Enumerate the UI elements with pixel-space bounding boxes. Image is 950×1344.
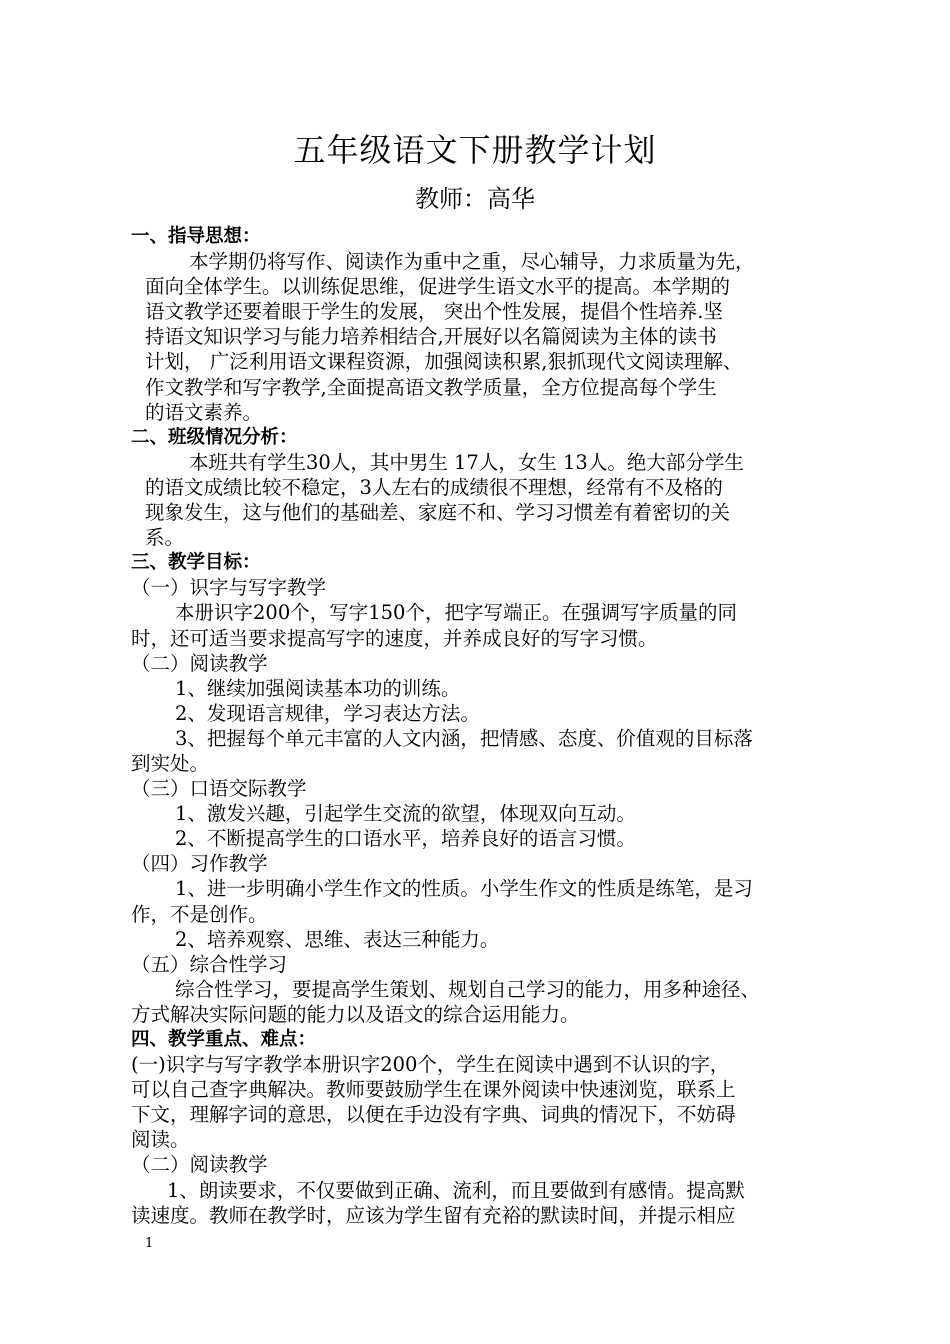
paragraph-line: 综合性学习，要提高学生策划、规划自己学习的能力，用多种途径、 <box>175 977 761 1001</box>
list-item: 1、继续加强阅读基本功的训练。 <box>175 676 461 700</box>
paragraph-line: (一)识字与写字教学本册识字200个，学生在阅读中遇到不认识的字， <box>131 1053 730 1077</box>
page-number: 1 <box>145 1236 154 1251</box>
paragraph-line: 现象发生，这与他们的基础差、家庭不和、学习习惯差有着密切的关 <box>145 501 731 525</box>
subsection-heading: （四）习作教学 <box>131 852 268 876</box>
paragraph-line: 本学期仍将写作、阅读作为重中之重，尽心辅导，力求质量为先， <box>189 250 755 274</box>
list-item: 1、激发兴趣，引起学生交流的欲望，体现双向互动。 <box>175 802 636 826</box>
section-heading: 四、教学重点、难点： <box>131 1029 317 1050</box>
teacher-name: 教师：高华 <box>415 185 535 213</box>
section-heading: 一、指导思想： <box>131 226 261 247</box>
paragraph-line: 作文教学和写字教学,全面提高语文教学质量，全方位提高每个学生 <box>145 375 717 399</box>
paragraph-line: 本班共有学生30人，其中男生 17人，女生 13人。绝大部分学生 <box>189 450 744 474</box>
subsection-heading: （二）阅读教学 <box>131 651 268 675</box>
paragraph-line: 的语文素养。 <box>145 400 263 424</box>
subsection-heading: （五）综合性学习 <box>131 952 288 976</box>
paragraph-line: 系。 <box>145 526 185 550</box>
subsection-heading: （三）口语交际教学 <box>131 777 307 801</box>
list-item: 2、培养观察、思维、表达三种能力。 <box>175 927 500 951</box>
paragraph-line: 持语文知识学习与能力培养相结合,开展好以名篇阅读为主体的读书 <box>145 325 717 349</box>
list-item: 2、发现语言规律，学习表达方法。 <box>175 701 480 725</box>
list-item: 1、进一步明确小学生作文的性质。小学生作文的性质是练笔，是习 <box>175 877 753 901</box>
paragraph-line: 本册识字200个，写字150个，把字写端正。在强调写字质量的同 <box>175 601 737 625</box>
document-title: 五年级语文下册教学计划 <box>293 131 657 169</box>
paragraph-line: 的语文成绩比较不稳定，3人左右的成绩很不理想，经常有不及格的 <box>145 475 723 499</box>
subsection-heading: （二）阅读教学 <box>131 1153 268 1177</box>
paragraph-line: 语文教学还要着眼于学生的发展， 突出个性发展，提倡个性培养.坚 <box>145 300 723 324</box>
paragraph-line: 阅读。 <box>131 1128 190 1152</box>
section-heading: 二、班级情况分析： <box>131 426 298 448</box>
list-item: 到实处。 <box>131 751 210 775</box>
paragraph-line: 方式解决实际问题的能力以及语文的综合运用能力。 <box>131 1002 580 1026</box>
paragraph-line: 读速度。教师在教学时，应该为学生留有充裕的默读时间，并提示相应 <box>131 1203 736 1227</box>
paragraph-line: 面向全体学生。以训练促思维，促进学生语文水平的提高。本学期的 <box>145 275 731 299</box>
paragraph-line: 1、朗读要求，不仅要做到正确、流利，而且要做到有感情。提高默 <box>167 1178 745 1202</box>
paragraph-line: 下文，理解字词的意思，以便在手边没有字典、词典的情况下，不妨碍 <box>131 1103 736 1127</box>
document-body <box>131 224 831 1228</box>
list-item: 作，不是创作。 <box>131 902 268 926</box>
paragraph-line: 计划， 广泛利用语文课程资源，加强阅读积累,狠抓现代文阅读理解、 <box>145 350 743 374</box>
list-item: 3、把握每个单元丰富的人文内涵，把情感、态度、价值观的目标落 <box>175 726 753 750</box>
paragraph-line: 时，还可适当要求提高写字的速度，并养成良好的写字习惯。 <box>131 626 658 650</box>
paragraph-line: 可以自己查字典解决。教师要鼓励学生在课外阅读中快速浏览，联系上 <box>131 1078 736 1102</box>
list-item: 2、不断提高学生的口语水平，培养良好的语言习惯。 <box>175 827 636 851</box>
section-heading: 三、教学目标： <box>131 552 261 574</box>
subsection-heading: （一）识字与写字教学 <box>131 576 327 600</box>
